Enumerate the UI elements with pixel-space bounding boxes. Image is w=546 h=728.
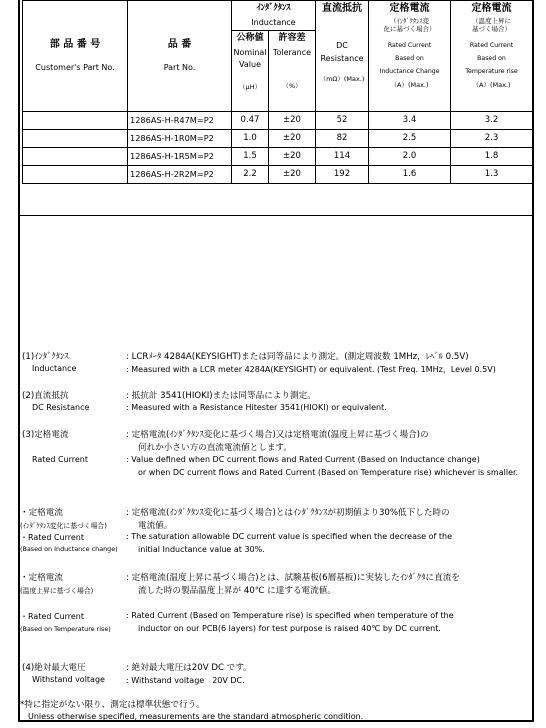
rc-inductance-unit: （A）(Max.) (390, 80, 429, 89)
dcr-cell: 114 (316, 148, 369, 166)
customer-part-cell (23, 166, 128, 184)
bullet-rc-ind-text-jp2: 電流値。 (138, 521, 173, 531)
note-rc-text-jp1: : 定格電流(ｲﾝﾀﾞｸﾀﾝｽ変化に基づく場合)又は定格電流(温度上昇に基づく場合)の (126, 430, 429, 440)
bullet-rc-ind-label-en: ・Rated Current (20, 533, 85, 542)
note-dcr-text-en: : Measured with a Resistance Hitester 3541(HIOKI) or equivalent. (126, 403, 387, 412)
rc-temp-header (451, 1, 533, 112)
rc-temp-header-jp: 定格電流 (471, 3, 512, 14)
nominal-cell: 1.5 (232, 148, 269, 166)
nominal-header-en1: Nominal (233, 47, 267, 57)
bullet-rc-temp-label-en: ・Rated Current (20, 612, 85, 621)
customer-part-cell (23, 148, 128, 166)
rc-temp-en1: Rated Current (469, 41, 514, 49)
dcr-cell: 52 (316, 112, 369, 130)
table-row (23, 148, 533, 166)
rc-inductance-cell: 1.6 (369, 166, 451, 184)
bullet-rc-temp-label-jp: ・定格電流 (20, 573, 63, 583)
rc-temp-en3: Temperature rise (465, 68, 518, 76)
note-voltage-label-en: Withstand voltage (32, 675, 105, 684)
rc-inductance-en3: Inductance Change (379, 68, 440, 76)
note-inductance-text-en: : Measured with a LCR meter 4284A(KEYSIGHT) or equivalent. (Test Freq. 1MHz，Level 0.5V) (126, 365, 496, 374)
rc-inductance-en1: Rated Current (387, 41, 432, 49)
dcr-cell: 82 (316, 130, 369, 148)
rc-temp-sub1: （温度上昇に (472, 17, 512, 25)
bullet-rc-ind-label-jp-sub: (ｲﾝﾀﾞｸﾀﾝｽ変化に基づく場合) (20, 522, 107, 530)
rc-temp-unit: （A）(Max.) (472, 80, 511, 89)
spec-table (22, 0, 533, 184)
rc-inductance-header-jp: 定格電流 (389, 3, 430, 14)
tolerance-header (269, 31, 316, 112)
note-dcr-text-jp: : 抵抗計 3541(HIOKI)または同等品により測定。 (126, 391, 316, 401)
inductance-header-jp: ｲﾝﾀﾞｸﾀﾝｽ (256, 3, 291, 14)
part-header (128, 1, 232, 112)
table-row (23, 112, 533, 130)
tolerance-cell: ±20 (269, 112, 316, 130)
rc-inductance-sub1: （ｲﾝﾀﾞｸﾀﾝｽ変 (390, 17, 430, 25)
rc-inductance-cell: 3.4 (369, 112, 451, 130)
part-header-en: Part No. (163, 63, 196, 73)
note-rc-label-en: Rated Current (32, 455, 89, 464)
footer-note-en: Unless otherwise specified, measurements are the standard atmospheric condition. (28, 712, 364, 721)
bullet-rc-temp-text-jp2: 流した時の製品温度上昇が 40℃ に達する電流値。 (138, 586, 336, 596)
tolerance-unit: （%） (282, 82, 302, 91)
note-rc-text-en2: or when DC current flows and Rated Current (Based on Temperature rise) whichever is smaller. (138, 468, 519, 477)
bullet-rc-temp-text-en2: inductor on our PCB(6 layers) for test purpose is raised 40℃ by DC current. (138, 624, 441, 633)
table-bottom-rule (20, 215, 532, 216)
dcr-header (316, 1, 369, 112)
dcr-unit: （mΩ）(Max.) (319, 75, 365, 84)
nominal-cell: 1.0 (232, 130, 269, 148)
rc-temp-sub2: 基づく場合） (472, 24, 512, 33)
table-row (23, 130, 533, 148)
nominal-cell: 0.47 (232, 112, 269, 130)
tolerance-header-jp: 許容差 (278, 33, 306, 43)
part-number-cell: 1286AS-H-R47M=P2 (128, 112, 232, 130)
note-inductance-label-en: Inductance (32, 364, 77, 373)
inductance-header (232, 1, 316, 16)
customer-part-cell (23, 112, 128, 130)
nominal-unit: （μH） (238, 82, 262, 91)
rc-temp-cell: 1.3 (451, 166, 533, 184)
rc-temp-cell: 1.8 (451, 148, 533, 166)
dcr-header-en2: Resistance (320, 53, 364, 63)
tolerance-cell: ±20 (269, 130, 316, 148)
rc-inductance-cell: 2.5 (369, 130, 451, 148)
part-number-cell: 1286AS-H-1R0M=P2 (128, 130, 232, 148)
customer-part-cell (23, 130, 128, 148)
bullet-rc-ind-label-en-sub: (Based on Inductance change) (20, 545, 118, 553)
rc-temp-en2: Based on (477, 54, 506, 62)
note-voltage-text-jp: : 絶対最大電圧は20V DC です。 (126, 663, 252, 673)
dcr-header-en1: DC (336, 41, 348, 50)
rc-temp-cell: 2.3 (451, 130, 533, 148)
note-dcr-label-jp: (2)直流抵抗 (22, 391, 69, 401)
rc-inductance-header (369, 1, 451, 112)
tolerance-header-en: Tolerance (272, 47, 312, 57)
part-number-cell: 1286AS-H-1R5M=P2 (128, 148, 232, 166)
bullet-rc-ind-text-jp1: : 定格電流(ｲﾝﾀﾞｸﾀﾝｽ変化に基づく場合)とはｲﾝﾀﾞｸﾀﾝｽが初期値より30%低下した時の (126, 508, 450, 518)
bullet-rc-ind-text-en2: initial Inductance value at 30%. (138, 545, 265, 554)
note-voltage-text-en: : Withstand voltage 20V DC. (126, 676, 245, 685)
note-rc-text-en1: : Value defined when DC current flows and Rated Current (Based on Inductance change) (126, 455, 480, 464)
nominal-cell: 2.2 (232, 166, 269, 184)
bullet-rc-temp-label-jp-sub: (温度上昇に基づく場合) (20, 587, 94, 595)
note-dcr-label-en: DC Resistance (32, 403, 90, 412)
note-inductance-label-jp: (1)ｲﾝﾀﾞｸﾀﾝｽ (22, 352, 69, 362)
dcr-cell: 192 (316, 166, 369, 184)
bullet-rc-temp-text-en1: : Rated Current (Based on Temperature rise) is specified when temperature of the (126, 611, 454, 620)
footer-note-jp: *特に指定がない限り、測定は標準状態で行う。 (20, 700, 205, 710)
nominal-header-en2: Value (239, 60, 261, 70)
customer-part-header (23, 1, 128, 112)
tolerance-cell: ±20 (269, 166, 316, 184)
bullet-rc-temp-label-en-sub: (Based on Temperature rise) (20, 625, 111, 633)
note-voltage-label-jp: (4)絶対最大電圧 (22, 663, 86, 673)
tolerance-cell: ±20 (269, 148, 316, 166)
rc-inductance-cell: 2.0 (369, 148, 451, 166)
note-rc-label-jp: (3)定格電流 (22, 430, 69, 440)
part-number-cell: 1286AS-H-2R2M=P2 (128, 166, 232, 184)
nominal-header-jp: 公称値 (236, 33, 264, 43)
part-header-jp: 品 番 (167, 39, 192, 51)
dcr-header-jp: 直流抵抗 (322, 3, 363, 14)
bullet-rc-ind-label-jp: ・定格電流 (20, 508, 63, 518)
rc-inductance-en2: Based on (395, 54, 424, 62)
nominal-header (232, 31, 269, 112)
note-rc-text-jp2: 何れか小さい方の直流電流値とします。 (138, 443, 293, 453)
note-inductance-text-jp: : LCRﾒｰﾀ 4284A(KEYSIGHT)または同等品により測定。(測定周波数 1MHz，ﾚﾍﾞﾙ 0.5V) (126, 352, 469, 362)
inductance-header-en: Inductance (232, 16, 316, 31)
rc-temp-cell: 3.2 (451, 112, 533, 130)
bullet-rc-ind-text-en1: : The saturation allowable DC current value is specified when the decrease of the (126, 532, 453, 541)
customer-part-header-en: Customer's Part No. (35, 63, 115, 73)
table-row (23, 166, 533, 184)
bullet-rc-temp-text-jp1: : 定格電流(温度上昇に基づく場合)とは、試験基板(6層基板)に実装したｲﾝﾀﾞｸﾀに直流を (126, 573, 460, 583)
customer-part-header-jp: 部 品 番 号 (49, 39, 101, 51)
rc-inductance-sub2: 化に基づく場合） (383, 24, 436, 33)
